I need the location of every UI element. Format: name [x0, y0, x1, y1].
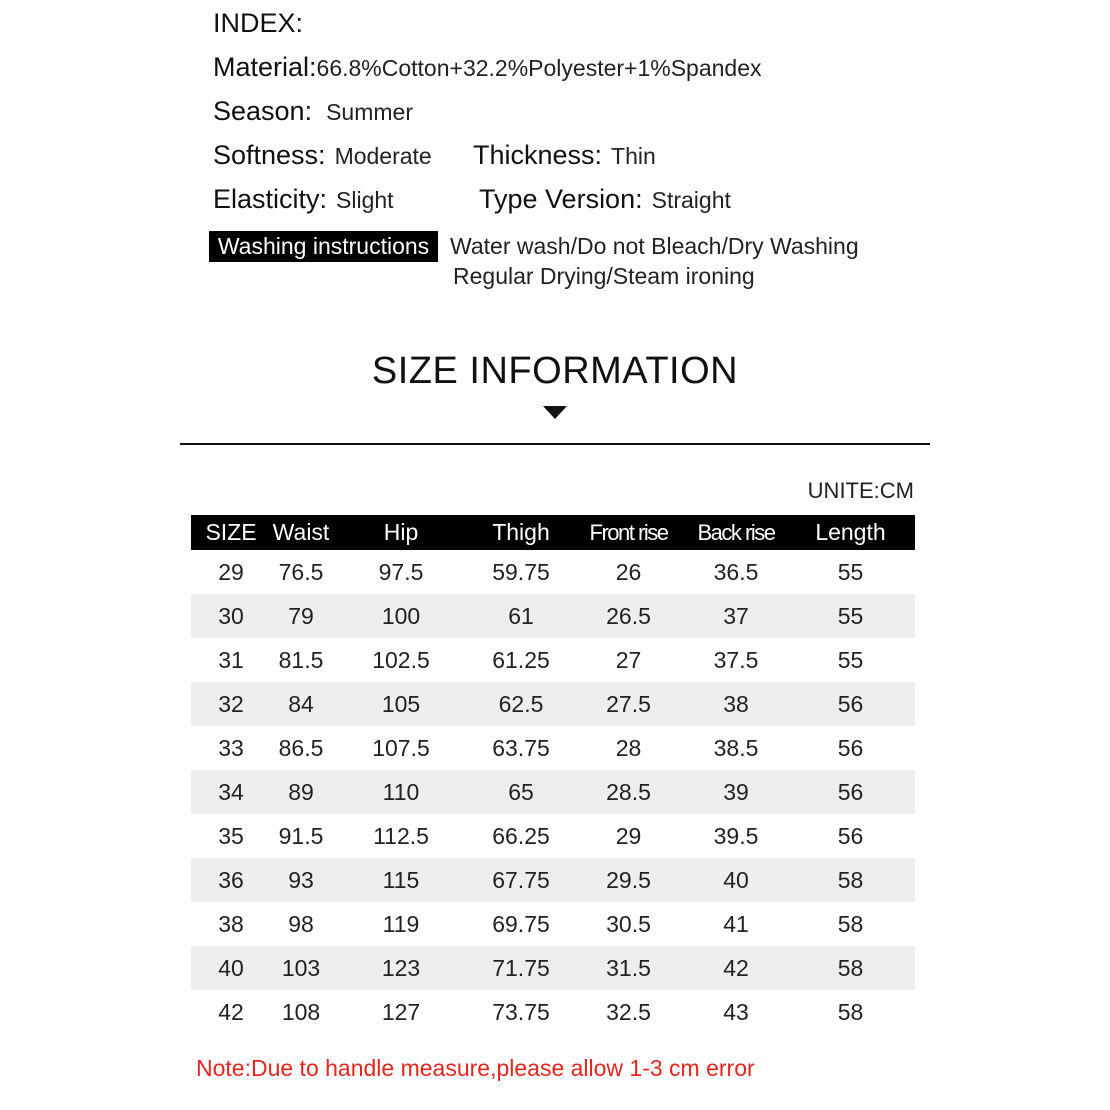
size-information-title: SIZE INFORMATION — [371, 350, 739, 392]
table-cell: 55 — [837, 558, 864, 585]
table-cell: 108 — [281, 998, 321, 1025]
measurement-note: Note:Due to handle measure,please allow 1-3 cm error — [196, 1055, 755, 1081]
table-cell: 55 — [837, 646, 864, 673]
table-row — [191, 682, 915, 726]
table-cell: 29.5 — [606, 866, 651, 893]
table-row — [191, 550, 915, 594]
table-cell: 86.5 — [278, 734, 324, 761]
table-cell: 36.5 — [713, 558, 759, 585]
table-cell: 38 — [723, 690, 749, 717]
washing-instructions-line-2: Regular Drying/Steam ironing — [453, 263, 755, 289]
table-cell: 81.5 — [278, 646, 324, 673]
table-cell: 42 — [723, 954, 749, 981]
table-row — [191, 990, 915, 1034]
header-waist: Waist — [272, 519, 330, 545]
table-cell: 40 — [723, 866, 749, 893]
divider — [180, 443, 930, 445]
washing-instructions-badge: Washing instructions — [209, 231, 438, 262]
table-row — [191, 594, 915, 638]
table-cell: 32.5 — [606, 998, 651, 1025]
table-cell: 65 — [508, 778, 534, 805]
thickness-label: Thickness: — [473, 140, 603, 170]
table-cell: 103 — [281, 954, 321, 981]
header-back-rise: Back rise — [697, 519, 775, 545]
season-label: Season: — [213, 96, 313, 126]
type-version-label: Type Version: — [479, 184, 643, 214]
softness-row — [213, 140, 432, 171]
table-cell: 39.5 — [713, 822, 759, 849]
material-row — [213, 52, 762, 83]
table-cell: 41 — [723, 910, 749, 937]
table-header — [191, 515, 915, 550]
table-cell: 61 — [508, 602, 534, 629]
table-row — [191, 858, 915, 902]
table-cell: 36 — [218, 866, 244, 893]
table-cell: 107.5 — [372, 734, 430, 761]
table-cell: 58 — [837, 910, 864, 937]
table-cell: 69.75 — [492, 910, 550, 937]
table-cell: 89 — [288, 778, 314, 805]
table-cell: 26 — [615, 558, 642, 585]
table-cell: 56 — [837, 734, 864, 761]
table-cell: 32 — [218, 690, 244, 717]
header-thigh: Thigh — [492, 519, 550, 545]
thickness-value: Thin — [611, 143, 656, 169]
table-cell: 39 — [723, 778, 749, 805]
elasticity-label: Elasticity: — [213, 184, 328, 214]
type-version-row — [479, 184, 731, 215]
table-cell: 37.5 — [713, 646, 759, 673]
table-cell: 127 — [381, 998, 421, 1025]
table-cell: 34 — [218, 778, 244, 805]
table-cell: 112.5 — [373, 822, 429, 849]
table-cell: 71.75 — [492, 954, 550, 981]
size-table — [191, 515, 915, 1034]
header-front-rise: Front rise — [589, 519, 668, 545]
table-cell: 40 — [218, 954, 244, 981]
table-cell: 37 — [723, 602, 749, 629]
table-cell: 61.25 — [492, 646, 550, 673]
table-cell: 43 — [723, 998, 749, 1025]
table-cell: 56 — [837, 778, 864, 805]
table-cell: 63.75 — [492, 734, 550, 761]
season-value: Summer — [326, 99, 413, 125]
table-row — [191, 638, 915, 682]
table-cell: 105 — [381, 690, 421, 717]
table-cell: 79 — [288, 602, 314, 629]
table-cell: 38.5 — [713, 734, 759, 761]
table-cell: 58 — [837, 998, 864, 1025]
table-cell: 55 — [837, 602, 864, 629]
table-row — [191, 726, 915, 770]
table-cell: 30.5 — [606, 910, 651, 937]
table-cell: 115 — [382, 866, 420, 893]
table-cell: 28 — [615, 734, 642, 761]
washing-instructions-line-1: Water wash/Do not Bleach/Dry Washing — [450, 233, 859, 259]
table-cell: 27 — [615, 646, 642, 673]
material-value: 66.8%Cotton+32.2%Polyester+1%Spandex — [316, 55, 762, 81]
table-cell: 29 — [615, 822, 642, 849]
table-cell: 66.25 — [492, 822, 550, 849]
table-cell: 58 — [837, 866, 864, 893]
table-row — [191, 946, 915, 990]
table-cell: 110 — [382, 778, 420, 805]
table-cell: 38 — [218, 910, 244, 937]
table-cell: 98 — [288, 910, 314, 937]
table-row — [191, 814, 915, 858]
table-cell: 31.5 — [606, 954, 651, 981]
table-row — [191, 770, 915, 814]
table-cell: 119 — [382, 910, 420, 937]
table-cell: 93 — [288, 866, 314, 893]
table-cell: 59.75 — [492, 558, 550, 585]
table-cell: 84 — [288, 690, 314, 717]
header-hip: Hip — [383, 519, 419, 545]
table-cell: 27.5 — [606, 690, 651, 717]
table-cell: 31 — [218, 646, 244, 673]
table-cell: 123 — [381, 954, 421, 981]
table-cell: 62.5 — [498, 690, 544, 717]
table-cell: 91.5 — [278, 822, 324, 849]
thickness-row — [473, 140, 656, 171]
table-cell: 67.75 — [492, 866, 550, 893]
table-cell: 102.5 — [372, 646, 430, 673]
table-cell: 58 — [837, 954, 864, 981]
table-cell: 26.5 — [606, 602, 651, 629]
table-row — [191, 902, 915, 946]
index-title: INDEX: — [213, 8, 304, 38]
table-cell: 42 — [218, 998, 244, 1025]
table-cell: 29 — [218, 558, 244, 585]
down-triangle-icon — [543, 406, 567, 419]
softness-label: Softness: — [213, 140, 326, 170]
table-cell: 56 — [837, 690, 864, 717]
header-length: Length — [815, 519, 886, 545]
unit-label: UNITE:CM — [807, 478, 914, 503]
header-size: SIZE — [205, 519, 257, 545]
table-cell: 56 — [837, 822, 864, 849]
table-cell: 76.5 — [278, 558, 324, 585]
table-body — [191, 550, 915, 1034]
table-cell: 35 — [218, 822, 244, 849]
table-cell: 73.75 — [492, 998, 550, 1025]
type-version-value: Straight — [651, 187, 731, 213]
table-cell: 30 — [218, 602, 244, 629]
elasticity-value: Slight — [336, 187, 394, 213]
softness-value: Moderate — [334, 143, 432, 169]
elasticity-row — [213, 184, 394, 215]
table-cell: 97.5 — [378, 558, 424, 585]
table-cell: 28.5 — [606, 778, 651, 805]
material-label: Material: — [213, 52, 317, 82]
table-cell: 100 — [381, 602, 421, 629]
table-cell: 33 — [218, 734, 244, 761]
season-row — [213, 96, 413, 127]
